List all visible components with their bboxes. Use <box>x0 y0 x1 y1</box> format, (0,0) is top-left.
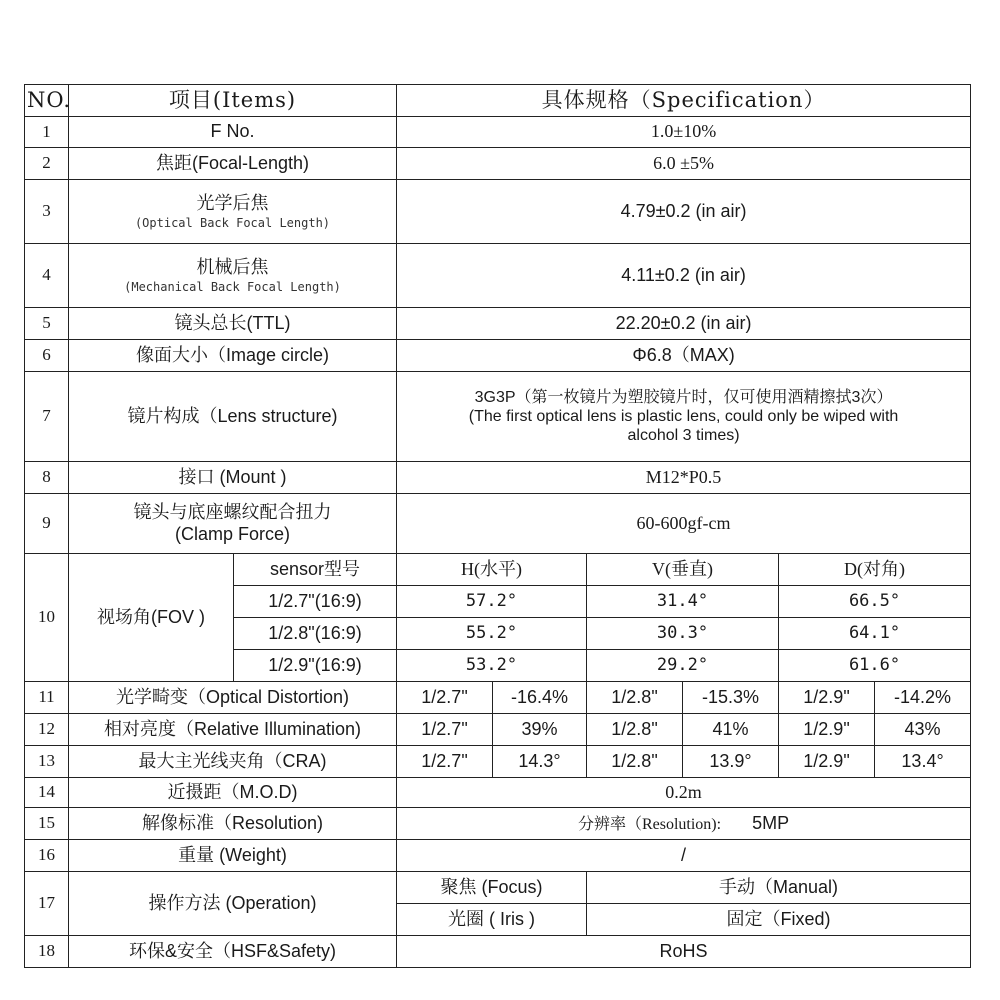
item-hsf-safety: 环保&安全（HSF&Safety) <box>69 936 397 968</box>
fov-col-horizontal: H(水平) <box>397 554 587 586</box>
item-lens-structure: 镜片构成（Lens structure) <box>69 372 397 462</box>
row-number: 9 <box>25 494 69 554</box>
fov-sensor-name: 1/2.8"(16:9) <box>234 618 397 650</box>
item-weight: 重量 (Weight) <box>69 840 397 872</box>
item-mechanical-back-focal <box>69 244 397 308</box>
row-number: 2 <box>25 148 69 180</box>
item-focal-length: 焦距(Focal-Length) <box>69 148 397 180</box>
sensor-size: 1/2.9" <box>779 714 875 746</box>
item-f-number: F No. <box>69 117 397 148</box>
fov-d-value: 66.5° <box>779 586 971 618</box>
item-mount: 接口 (Mount ) <box>69 462 397 494</box>
spec-line: alcohol 3 times) <box>627 427 740 445</box>
sensor-size: 1/2.9" <box>779 746 875 778</box>
item-sublabel: (Clamp Force) <box>174 523 290 544</box>
fov-col-diagonal: D(对角) <box>779 554 971 586</box>
fov-d-value: 64.1° <box>779 618 971 650</box>
sensor-size: 1/2.8" <box>587 682 683 714</box>
table-row <box>25 180 971 244</box>
table-row <box>25 308 971 340</box>
item-fov: 视场角(FOV ) <box>69 554 234 682</box>
item-cra: 最大主光线夹角（CRA) <box>69 746 397 778</box>
cra-value: 13.4° <box>875 746 971 778</box>
row-number: 15 <box>25 808 69 840</box>
fov-v-value: 31.4° <box>587 586 779 618</box>
table-row <box>25 462 971 494</box>
item-mod: 近摄距（M.O.D) <box>69 778 397 808</box>
row-number: 1 <box>25 117 69 148</box>
spec-clamp-force: 60-600gf-cm <box>397 494 971 554</box>
item-sublabel: (Optical Back Focal Length) <box>134 216 331 231</box>
spec-mount: M12*P0.5 <box>397 462 971 494</box>
sensor-size: 1/2.7" <box>397 682 493 714</box>
item-optical-back-focal <box>69 180 397 244</box>
fov-col-sensor: sensor型号 <box>234 554 397 586</box>
header-items: 项目(Items) <box>69 85 397 117</box>
row-number: 16 <box>25 840 69 872</box>
item-label: 光学后焦 <box>196 192 269 213</box>
table-row <box>25 778 971 808</box>
operation-iris-label: 光圈 ( Iris ) <box>397 904 587 936</box>
spec-hsf-safety: RoHS <box>397 936 971 968</box>
resolution-label: 分辨率（Resolution): <box>577 815 722 833</box>
fov-v-value: 29.2° <box>587 650 779 682</box>
row-number: 5 <box>25 308 69 340</box>
table-row <box>25 494 971 554</box>
item-total-length: 镜头总长(TTL) <box>69 308 397 340</box>
spec-lens-structure <box>397 372 971 462</box>
illumination-value: 43% <box>875 714 971 746</box>
table-row <box>25 936 971 968</box>
table-row <box>25 244 971 308</box>
row-number: 13 <box>25 746 69 778</box>
row-number: 12 <box>25 714 69 746</box>
row-number: 17 <box>25 872 69 936</box>
table-row <box>25 554 971 586</box>
distortion-value: -15.3% <box>683 682 779 714</box>
item-label: 机械后焦 <box>196 256 269 277</box>
specification-table <box>24 84 971 968</box>
item-relative-illumination: 相对亮度（Relative Illumination) <box>69 714 397 746</box>
fov-col-vertical: V(垂直) <box>587 554 779 586</box>
fov-h-value: 53.2° <box>397 650 587 682</box>
spec-optical-back-focal: 4.79±0.2 (in air) <box>397 180 971 244</box>
spec-resolution <box>397 808 971 840</box>
resolution-value: 5MP <box>752 812 790 833</box>
header-specification: 具体规格（Specification） <box>397 85 971 117</box>
item-clamp-force <box>69 494 397 554</box>
row-number: 3 <box>25 180 69 244</box>
spec-mod: 0.2m <box>397 778 971 808</box>
sensor-size: 1/2.7" <box>397 746 493 778</box>
spec-focal-length: 6.0 ±5% <box>397 148 971 180</box>
fov-sensor-name: 1/2.9"(16:9) <box>234 650 397 682</box>
table-row <box>25 840 971 872</box>
item-optical-distortion: 光学畸变（Optical Distortion) <box>69 682 397 714</box>
sensor-size: 1/2.7" <box>397 714 493 746</box>
sensor-size: 1/2.8" <box>587 746 683 778</box>
fov-h-value: 55.2° <box>397 618 587 650</box>
table-row <box>25 872 971 904</box>
table-row <box>25 746 971 778</box>
table-row <box>25 808 971 840</box>
spec-image-circle: Φ6.8（MAX) <box>397 340 971 372</box>
table-row <box>25 340 971 372</box>
item-sublabel: (Mechanical Back Focal Length) <box>124 280 341 295</box>
row-number: 8 <box>25 462 69 494</box>
row-number: 4 <box>25 244 69 308</box>
row-number: 7 <box>25 372 69 462</box>
cra-value: 13.9° <box>683 746 779 778</box>
spec-mechanical-back-focal: 4.11±0.2 (in air) <box>397 244 971 308</box>
fov-v-value: 30.3° <box>587 618 779 650</box>
table-row <box>25 148 971 180</box>
sensor-size: 1/2.9" <box>779 682 875 714</box>
distortion-value: -14.2% <box>875 682 971 714</box>
item-label: 镜头与底座螺纹配合扭力 <box>133 501 332 522</box>
operation-focus-value: 手动（Manual) <box>587 872 971 904</box>
cra-value: 14.3° <box>493 746 587 778</box>
table-row <box>25 714 971 746</box>
header-no: NO. <box>25 85 69 117</box>
spec-total-length: 22.20±0.2 (in air) <box>397 308 971 340</box>
item-image-circle: 像面大小（Image circle) <box>69 340 397 372</box>
illumination-value: 39% <box>493 714 587 746</box>
item-resolution: 解像标准（Resolution) <box>69 808 397 840</box>
table-row <box>25 372 971 462</box>
row-number: 14 <box>25 778 69 808</box>
illumination-value: 41% <box>683 714 779 746</box>
row-number: 11 <box>25 682 69 714</box>
item-operation: 操作方法 (Operation) <box>69 872 397 936</box>
operation-iris-value: 固定（Fixed) <box>587 904 971 936</box>
operation-focus-label: 聚焦 (Focus) <box>397 872 587 904</box>
table-row <box>25 117 971 148</box>
row-number: 6 <box>25 340 69 372</box>
row-number: 10 <box>25 554 69 682</box>
distortion-value: -16.4% <box>493 682 587 714</box>
fov-sensor-name: 1/2.7"(16:9) <box>234 586 397 618</box>
table-header-row <box>25 85 971 117</box>
spec-line: 3G3P（第一枚镜片为塑胶镜片时，仅可使用酒精擦拭3次） <box>474 388 893 406</box>
row-number: 18 <box>25 936 69 968</box>
spec-weight: / <box>397 840 971 872</box>
sensor-size: 1/2.8" <box>587 714 683 746</box>
table-row <box>25 682 971 714</box>
fov-d-value: 61.6° <box>779 650 971 682</box>
fov-h-value: 57.2° <box>397 586 587 618</box>
spec-f-number: 1.0±10% <box>397 117 971 148</box>
spec-line: (The first optical lens is plastic lens, could only be wiped with <box>468 407 899 425</box>
